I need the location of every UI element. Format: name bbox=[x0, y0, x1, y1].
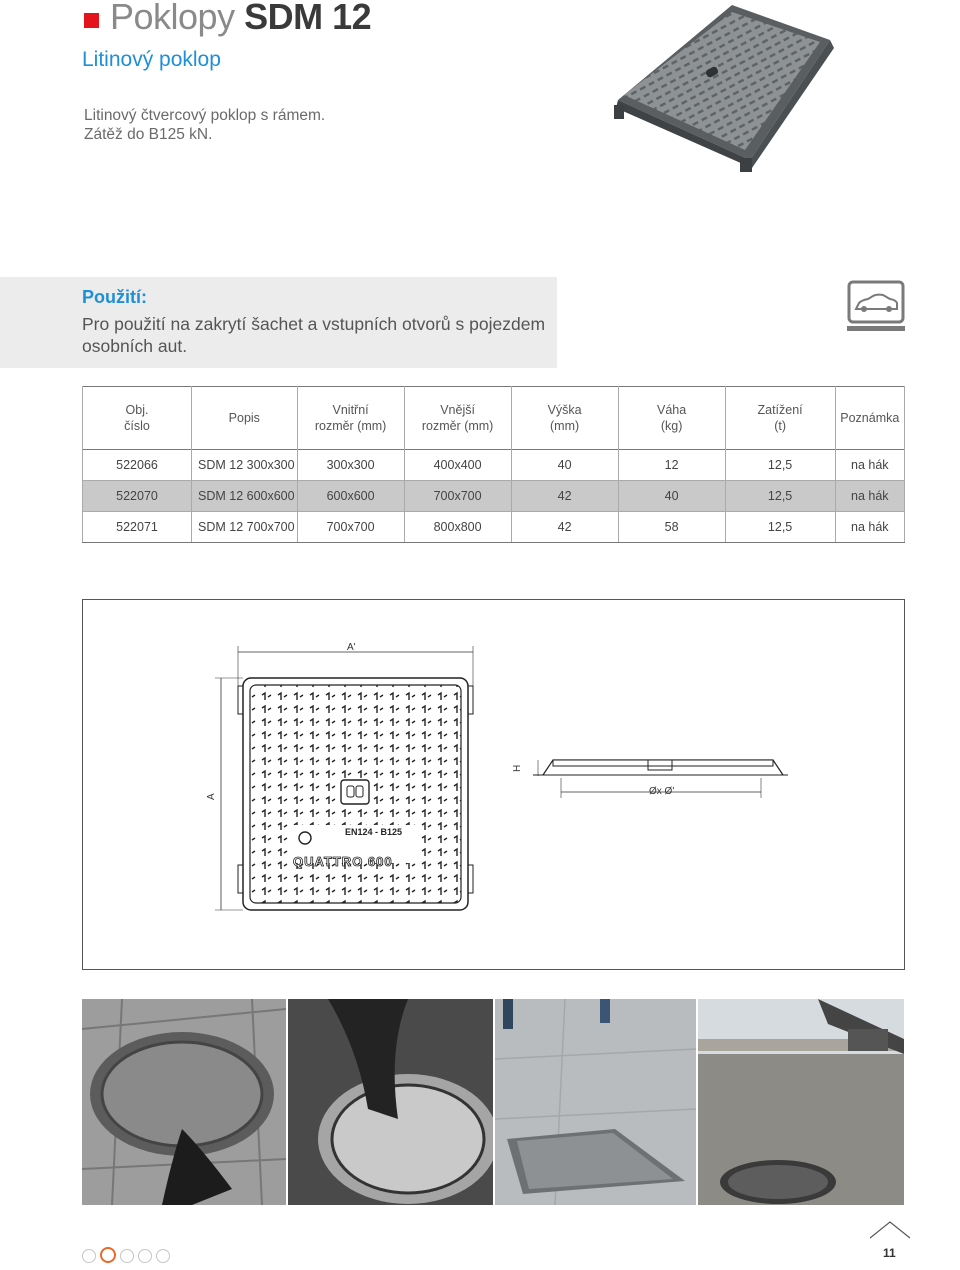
cell-inner-size: 600x600 bbox=[297, 481, 404, 512]
cell-description: SDM 12 700x700 bbox=[192, 512, 298, 543]
cell-inner-size: 700x700 bbox=[297, 512, 404, 543]
usage-text: Pro použití na zakrytí šachet a vstupních otvorů s pojezdem osobních aut. bbox=[82, 314, 546, 356]
drawing-svg bbox=[83, 600, 904, 969]
cell-weight: 40 bbox=[618, 481, 725, 512]
title-light: Poklopy bbox=[110, 0, 235, 37]
cell-weight: 58 bbox=[618, 512, 725, 543]
cell-note: na hák bbox=[835, 512, 904, 543]
cell-note: na hák bbox=[835, 481, 904, 512]
description-line: Litinový čtvercový poklop s rámem. bbox=[84, 107, 326, 124]
cell-load: 12,5 bbox=[725, 512, 835, 543]
pager-dot[interactable] bbox=[120, 1249, 134, 1263]
cell-note: na hák bbox=[835, 450, 904, 481]
cell-obj-number: 522071 bbox=[83, 512, 192, 543]
header-cell: Váha (kg) bbox=[618, 387, 725, 450]
plate-text-norm: EN124 - B125 bbox=[345, 827, 403, 837]
header-cell: Vnitřní rozměr (mm) bbox=[297, 387, 404, 450]
title-marker bbox=[84, 13, 99, 28]
header-cell: Poznámka bbox=[835, 387, 904, 450]
pager-dot[interactable] bbox=[138, 1249, 152, 1263]
cell-load: 12,5 bbox=[725, 450, 835, 481]
corner-fold-icon bbox=[870, 1220, 910, 1240]
application-photo bbox=[288, 999, 493, 1205]
header-cell: Vnější rozměr (mm) bbox=[404, 387, 511, 450]
car-icon bbox=[847, 280, 905, 332]
table-header-row bbox=[83, 387, 905, 450]
description-line: Zátěž do B125 kN. bbox=[84, 126, 213, 143]
cell-obj-number: 522070 bbox=[83, 481, 192, 512]
header-cell: Popis bbox=[192, 387, 298, 450]
plate-text-model: QUATTRO 600 bbox=[293, 854, 393, 869]
application-photo bbox=[698, 999, 904, 1205]
page-subtitle: Litinový poklop bbox=[82, 48, 221, 71]
cell-load: 12,5 bbox=[725, 481, 835, 512]
cell-description: SDM 12 300x300 bbox=[192, 450, 298, 481]
technical-drawing bbox=[82, 599, 905, 970]
table-row bbox=[83, 481, 905, 512]
header-cell: Výška (mm) bbox=[511, 387, 618, 450]
header-cell: Obj. číslo bbox=[83, 387, 192, 450]
page-title bbox=[110, 0, 371, 38]
dim-label-side: A bbox=[206, 793, 217, 800]
dim-label-height: H bbox=[512, 764, 523, 772]
table-row bbox=[83, 450, 905, 481]
spec-table bbox=[82, 386, 905, 543]
cell-description: SDM 12 600x600 bbox=[192, 481, 298, 512]
cell-weight: 12 bbox=[618, 450, 725, 481]
cell-outer-size: 700x700 bbox=[404, 481, 511, 512]
product-photo-cover bbox=[580, 0, 840, 175]
dim-label-top: A' bbox=[347, 642, 356, 653]
pager-dot[interactable] bbox=[82, 1249, 96, 1263]
cell-outer-size: 800x800 bbox=[404, 512, 511, 543]
cell-obj-number: 522066 bbox=[83, 450, 192, 481]
product-description bbox=[84, 106, 325, 144]
application-photo bbox=[495, 999, 696, 1205]
cell-outer-size: 400x400 bbox=[404, 450, 511, 481]
cell-height: 42 bbox=[511, 481, 618, 512]
page-pager bbox=[82, 1247, 174, 1268]
page-number: 11 bbox=[883, 1246, 896, 1260]
header-cell: Zatížení (t) bbox=[725, 387, 835, 450]
cell-height: 42 bbox=[511, 512, 618, 543]
table-row bbox=[83, 512, 905, 543]
pager-dot-active[interactable] bbox=[100, 1247, 116, 1263]
title-bold: SDM 12 bbox=[244, 0, 372, 37]
cell-inner-size: 300x300 bbox=[297, 450, 404, 481]
usage-heading: Použití: bbox=[82, 287, 147, 307]
pager-dot[interactable] bbox=[156, 1249, 170, 1263]
cell-height: 40 bbox=[511, 450, 618, 481]
dim-label-section: Øx Ø' bbox=[649, 786, 675, 797]
application-photo bbox=[82, 999, 286, 1205]
